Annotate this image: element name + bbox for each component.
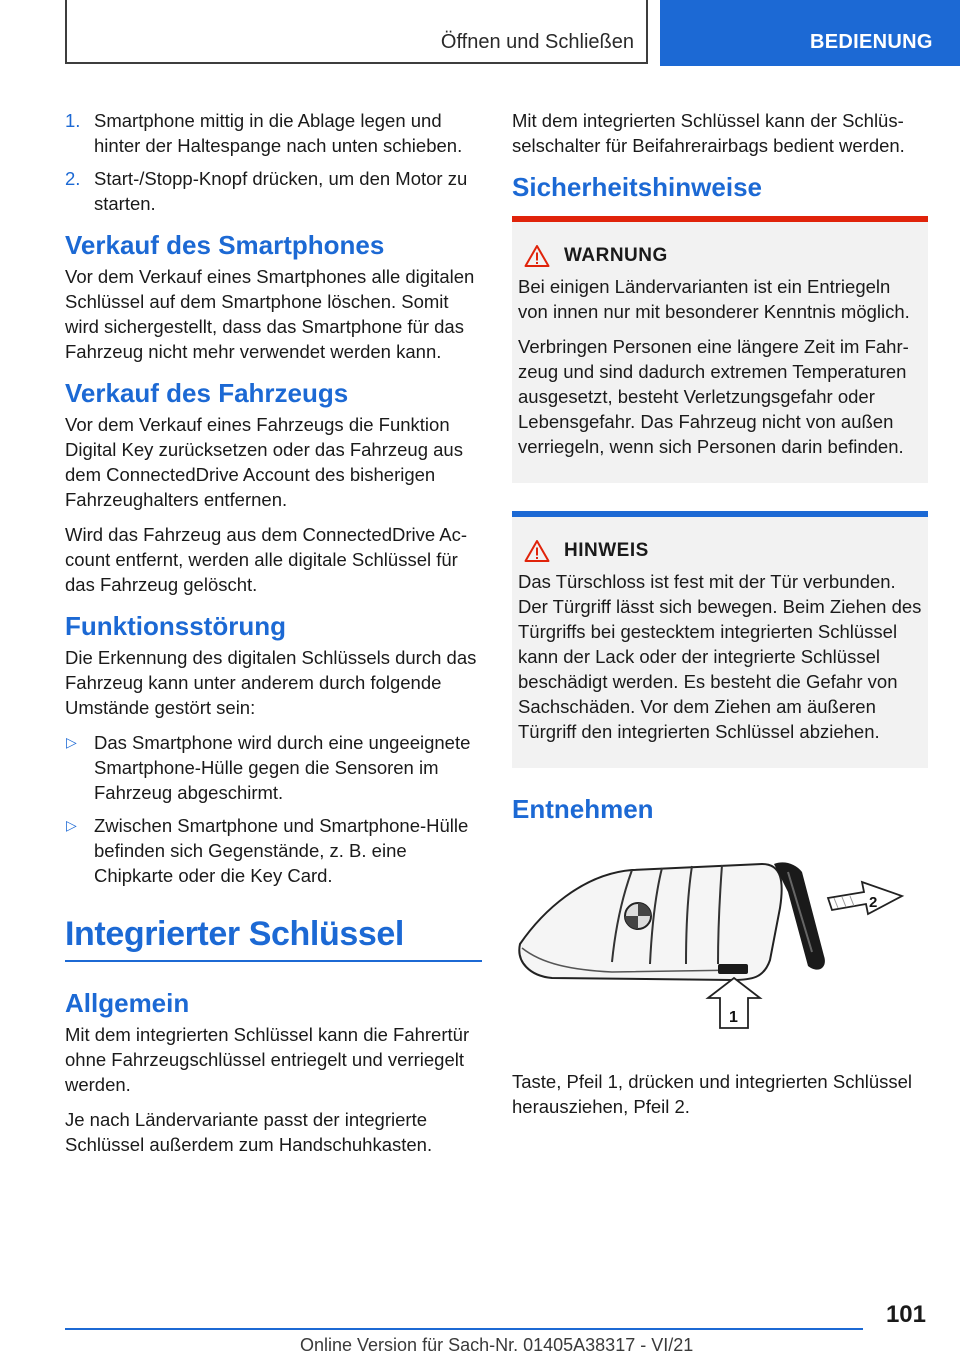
warning-box xyxy=(512,216,928,483)
heading-malfunction: Funktionsstörung xyxy=(65,611,286,641)
arrow-2-label: 2 xyxy=(869,894,878,911)
bullet-text: Zwischen Smartphone und Smartphone-Hülle befinden sich Gegenstände, z. B. eine Chipkarte oder die Key Card. xyxy=(94,815,469,886)
paragraph-general-1: Mit dem integrierten Schlüssel kann die Fahrertür ohne Fahrzeugschlüssel entriegelt und verriegelt werden. xyxy=(65,1024,470,1095)
header-chapter-tab[interactable] xyxy=(660,0,960,66)
triangle-bullet-icon: ▷ xyxy=(66,817,77,833)
malfunction-bullets xyxy=(65,730,482,888)
arrow-2 xyxy=(828,882,902,914)
arrow-1 xyxy=(708,978,760,1028)
list-item xyxy=(65,166,482,216)
step-number: 2. xyxy=(65,168,81,189)
hint-label: HINWEIS xyxy=(564,540,649,561)
header-section-box xyxy=(65,0,648,64)
hint-header xyxy=(518,539,922,563)
figure-caption: Taste, Pfeil 1, drücken und integrierten Schlüssel herausziehen, Pfeil 2. xyxy=(512,1071,913,1117)
paragraph-airbag-switch: Mit dem integrierten Schlüssel kann der Schlüsselschalter für Beifahrerairbags bedient werden. xyxy=(512,110,905,156)
car-key-fob xyxy=(519,864,781,980)
list-item xyxy=(65,108,482,158)
warning-header xyxy=(518,244,922,268)
steps-list xyxy=(65,108,482,216)
key-removal-illustration xyxy=(512,852,928,1042)
heading-sale-phone: Verkauf des Smartphones xyxy=(65,230,385,260)
hint-box xyxy=(512,511,928,768)
warning-text-1: Bei einigen Ländervarianten ist ein Entriegeln von innen nur mit besonderer Kenntnis möglich. xyxy=(518,276,910,322)
page-number: 101 xyxy=(885,1301,926,1328)
paragraph-sale-vehicle-2: Wird das Fahrzeug aus dem ConnectedDrive Account entfernt, werden alle digitale Schlüssel für das Fahrzeug gelöscht. xyxy=(65,524,468,595)
left-column xyxy=(65,108,482,1167)
release-button xyxy=(718,964,748,974)
right-column xyxy=(512,108,928,1129)
integrated-key-blade xyxy=(774,862,825,969)
paragraph-general-2: Je nach Ländervariante passt der integrierte Schlüssel außerdem zum Handschuhkasten. xyxy=(65,1109,433,1155)
hint-text: Das Türschloss ist fest mit der Tür verbunden. Der Türgriff lässt sich bewegen. Beim Ziehen des Türgriffs bei gestecktem integrierten Schlüssel kann der Lack oder der integrierte Schlüssel beschädigt werden. Es besteht die Gefahr von Sachschäden. Vor dem Ziehen am äußeren Türgriff den integrierten Schlüssel abziehen. xyxy=(518,571,922,742)
heading-sale-vehicle: Verkauf des Fahrzeugs xyxy=(65,378,349,408)
arrow-1-label: 1 xyxy=(729,1009,738,1026)
step-text: Start-/Stopp-Knopf drücken, um den Motor zu starten. xyxy=(94,168,468,214)
step-text: Smartphone mittig in die Ablage legen und hinter der Haltespange nach unten schieben. xyxy=(94,110,463,156)
paragraph-sale-phone: Vor dem Verkauf eines Smartphones alle digitalen Schlüssel auf dem Smartphone löschen. Somit wird sichergestellt, dass das Smartphone für das Fahrzeug nicht mehr verwendet werden kann. xyxy=(65,266,475,362)
heading-integrated-key: Integrierter Schlüssel xyxy=(65,914,482,962)
step-number: 1. xyxy=(65,110,81,131)
heading-general: Allgemein xyxy=(65,988,190,1018)
paragraph-sale-vehicle-1: Vor dem Verkauf eines Fahrzeugs die Funktion Digital Key zurücksetzen oder das Fahrzeug aus dem ConnectedDrive Account des bisherigen Fahrzeughalters entfernen. xyxy=(65,414,463,510)
heading-safety: Sicherheitshinweise xyxy=(512,172,762,202)
list-item xyxy=(65,730,482,805)
header-section-title: Öffnen und Schließen xyxy=(440,31,634,53)
warning-triangle-icon xyxy=(524,244,550,268)
warning-text-2: Verbringen Personen eine längere Zeit im Fahrzeug und sind dadurch extremen Temperaturen ausgesetzt, besteht Verletzungsgefahr oder Lebensgefahr. Das Fahrzeug nicht von außen verriegeln, wenn sich Personen darin befinden. xyxy=(518,336,909,457)
footer-version-text: Online Version für Sach-Nr. 01405A38317 - VI/21 xyxy=(300,1335,694,1355)
warning-triangle-icon xyxy=(524,539,550,563)
header-chapter-label: BEDIENUNG xyxy=(810,31,933,53)
warning-label: WARNUNG xyxy=(564,245,668,266)
paragraph-malfunction: Die Erkennung des digitalen Schlüssels durch das Fahrzeug kann unter anderem durch folgende Umstände gestört sein: xyxy=(65,647,477,718)
list-item xyxy=(65,813,482,888)
heading-remove: Entnehmen xyxy=(512,794,654,824)
footer-rule xyxy=(65,1328,863,1330)
bullet-text: Das Smartphone wird durch eine ungeeignete Smartphone-Hülle gegen die Sensoren im Fahrzeug abgeschirmt. xyxy=(94,732,471,803)
triangle-bullet-icon: ▷ xyxy=(66,734,77,750)
